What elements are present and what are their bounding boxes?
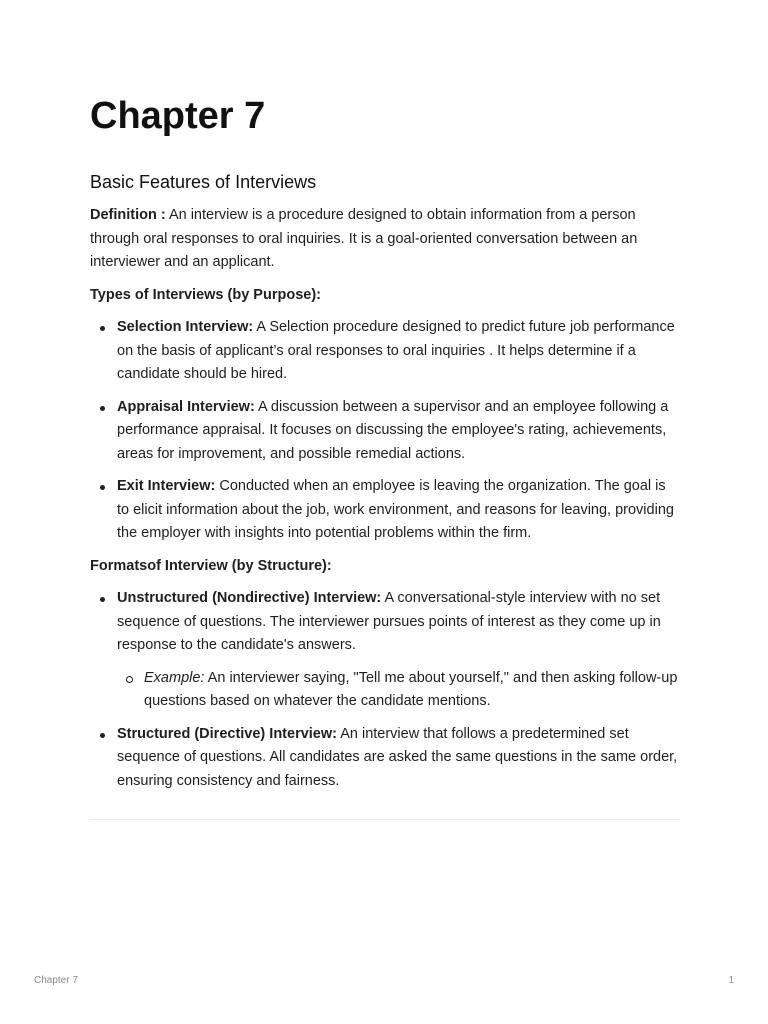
formats-heading: Formatsof Interview (by Structure):	[90, 557, 332, 574]
definition-label: Definition :	[90, 207, 166, 223]
section-heading: Basic Features of Interviews	[90, 172, 317, 192]
item-text: A discussion between a supervisor and an employee following a performance appraisal. It focuses on discussing the employee's rating, achievements, areas for improvement, and possible remedial actions.	[117, 398, 669, 462]
list-item-appraisal-interview	[90, 396, 680, 467]
item-label: Structured (Directive) Interview:	[117, 725, 337, 742]
list-item-structured-interview	[90, 723, 680, 794]
types-heading: Types of Interviews (by Purpose):	[90, 286, 321, 303]
types-list	[90, 316, 680, 546]
definition-text: An interview is a procedure designed to obtain information from a person through oral responses to oral inquiries. It is a goal-oriented conversation between an interviewer and an applicant.	[90, 207, 638, 270]
bullet-icon	[100, 597, 105, 602]
bullet-icon	[100, 406, 105, 411]
example-label: Example:	[144, 669, 205, 686]
list-item-selection-interview	[90, 316, 680, 387]
list-item-unstructured-interview	[90, 587, 680, 714]
example-text: An interviewer saying, "Tell me about yourself," and then asking follow-up questions based on whatever the candidate mentions.	[144, 669, 678, 709]
formats-list	[90, 587, 680, 793]
footer-page-number: 1	[728, 975, 734, 986]
footer-chapter-label: Chapter 7	[34, 975, 78, 986]
bullet-icon	[100, 485, 105, 490]
item-label: Appraisal Interview:	[117, 398, 255, 415]
item-label: Exit Interview:	[117, 478, 216, 494]
example-item	[117, 667, 680, 714]
item-label: Selection Interview:	[117, 319, 254, 335]
item-text: A conversational-style interview with no set sequence of questions. The interviewer pursues points of interest as they come up in response to the candidate's answers.	[117, 590, 661, 653]
item-text: An interview that follows a predetermined set sequence of questions. All candidates are asked the same questions in the same order, ensuring consistency and fairness.	[117, 725, 678, 789]
definition-paragraph	[90, 204, 680, 275]
bullet-icon	[100, 733, 105, 738]
example-list	[117, 667, 680, 714]
chapter-title: Chapter 7	[90, 95, 266, 137]
chapter-content	[90, 168, 680, 802]
item-label: Unstructured (Nondirective) Interview:	[117, 590, 382, 606]
bullet-icon	[100, 326, 105, 331]
hollow-bullet-icon	[126, 676, 133, 683]
list-item-exit-interview	[90, 475, 680, 546]
item-text: Conducted when an employee is leaving the organization. The goal is to elicit information about the job, work environment, and reasons for leaving, providing the employer with insights into potential problems within the firm.	[117, 478, 674, 541]
item-text: A Selection procedure designed to predict future job performance on the basis of applicant’s oral responses to oral inquiries . It helps determine if a candidate should be hired.	[117, 319, 675, 382]
section-divider	[90, 819, 680, 820]
